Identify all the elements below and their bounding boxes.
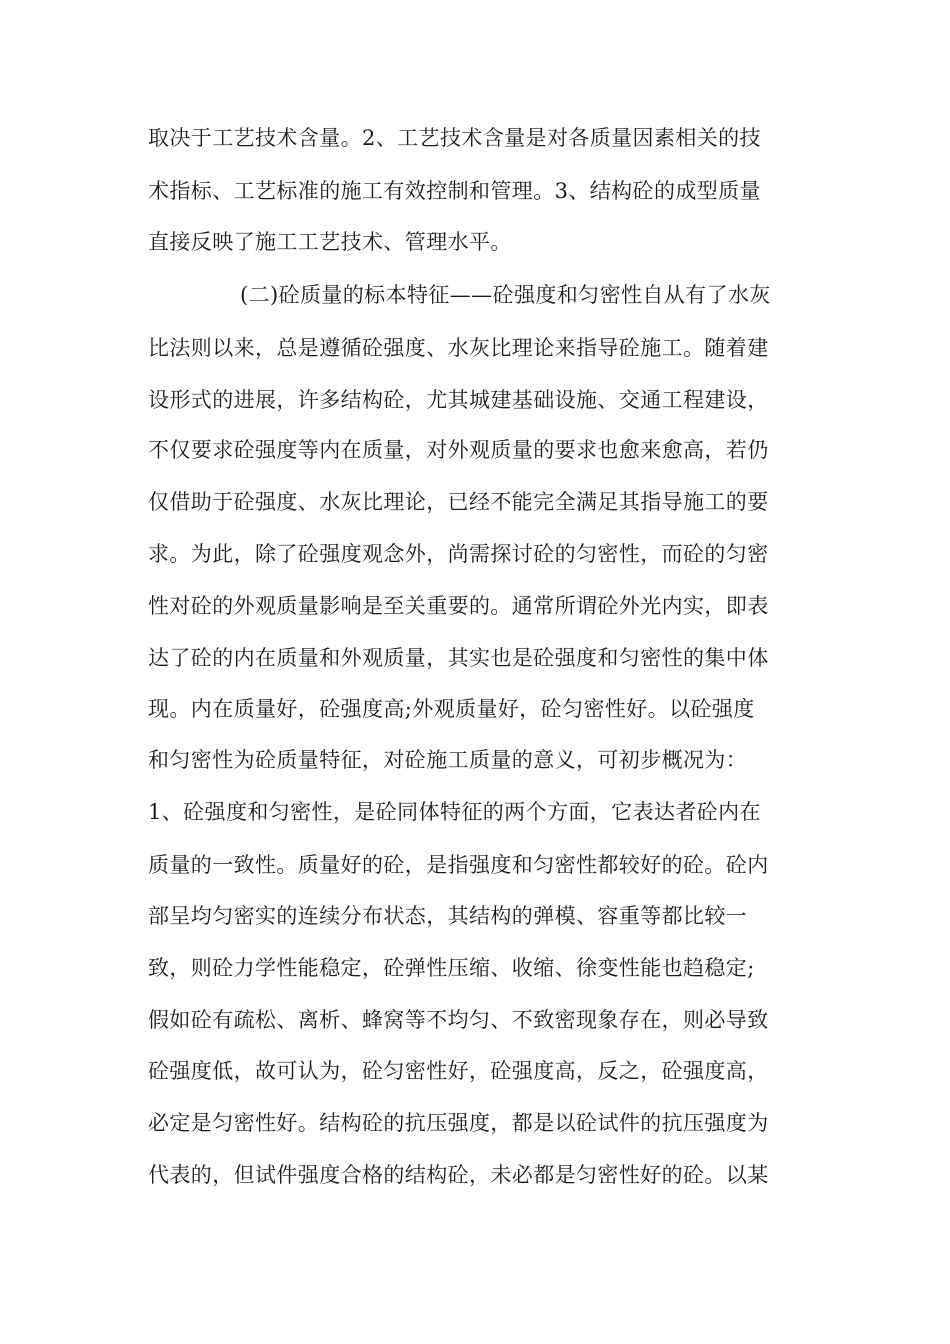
text-line: 性对砼的外观质量影响是至关重要的。通常所谓砼外光内实，即表	[148, 594, 769, 618]
text-line: 设形式的进展，许多结构砼，尤其城建基础设施、交通工程建设，	[148, 388, 769, 412]
text-line: 致，则砼力学性能稳定，砼弹性压缩、收缩、徐变性能也趋稳定;	[148, 956, 755, 980]
text-line: 部呈均匀密实的连续分布状态，其结构的弹模、容重等都比较一	[148, 904, 748, 928]
text-line: 和匀密性为砼质量特征，对砼施工质量的意义，可初步概况为：	[148, 748, 748, 772]
text-line: 必定是匀密性好。结构砼的抗压强度，都是以砼试件的抗压强度为	[148, 1111, 769, 1135]
section-heading-line: (二)砼质量的标本特征——砼强度和匀密性自从有了水灰	[240, 283, 771, 307]
text-line: 比法则以来，总是遵循砼强度、水灰比理论来指导砼施工。随着建	[148, 336, 769, 360]
text-line: 求。为此，除了砼强度观念外，尚需探讨砼的匀密性，而砼的匀密	[148, 542, 769, 566]
list-item-line: 1、砼强度和匀密性，是砼同体特征的两个方面，它表达者砼内在	[148, 800, 761, 824]
text-line: 假如砼有疏松、离析、蜂窝等不均匀、不致密现象存在，则必导致	[148, 1008, 769, 1032]
text-line: 砼强度低，故可认为，砼匀密性好，砼强度高，反之，砼强度高，	[148, 1059, 769, 1083]
text-line: 术指标、工艺标准的施工有效控制和管理。3、结构砼的成型质量	[148, 179, 761, 203]
text-line: 质量的一致性。质量好的砼，是指强度和匀密性都较好的砼。砼内	[148, 853, 769, 877]
text-line: 代表的，但试件强度合格的结构砼，未必都是匀密性好的砼。以某	[148, 1163, 769, 1187]
text-line: 仅借助于砼强度、水灰比理论，已经不能完全满足其指导施工的要	[148, 490, 769, 514]
text-line: 达了砼的内在质量和外观质量，其实也是砼强度和匀密性的集中体	[148, 646, 769, 670]
text-line: 取决于工艺技术含量。2、工艺技术含量是对各质量因素相关的技	[148, 126, 761, 150]
text-line: 直接反映了施工工艺技术、管理水平。	[148, 230, 512, 254]
text-line: 不仅要求砼强度等内在质量，对外观质量的要求也愈来愈高，若仍	[148, 438, 769, 462]
text-line: 现。内在质量好，砼强度高;外观质量好，砼匀密性好。以砼强度	[148, 697, 755, 721]
